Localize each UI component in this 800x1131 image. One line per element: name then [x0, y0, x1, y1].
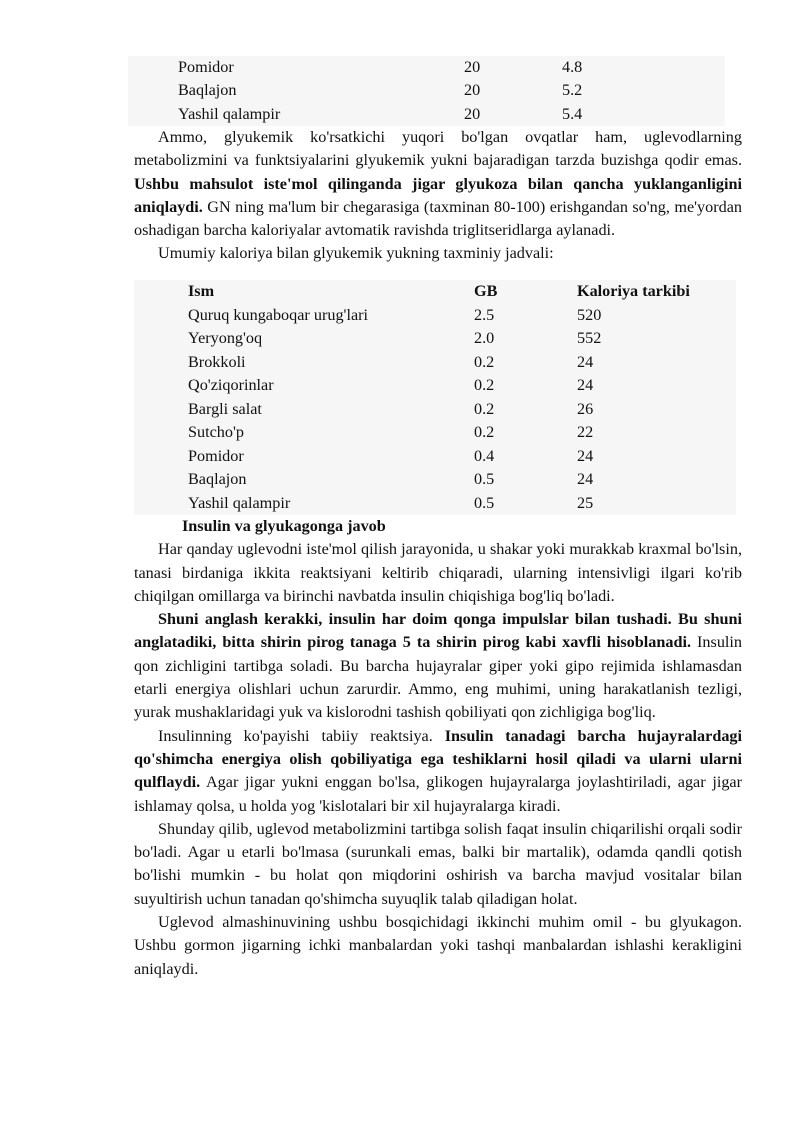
gb-cell: 2.0: [474, 329, 495, 347]
paragraph-insulin-reaction: [134, 725, 742, 818]
table-row: [134, 398, 736, 422]
gb-cell: 0.2: [474, 352, 495, 371]
paragraph-text: Insulinning ko'payishi tabiiy reaktsiya.: [158, 726, 445, 745]
calorie-cell: 26: [577, 399, 594, 418]
gi-table-continued: [128, 56, 725, 126]
paragraph-text: Ammo, glyukemik ko'rsatkichi yuqori bo'lgan ovqatlar ham, uglevodlarning metabolizmini va funktsiyalarini glyukemik yukni bajaradigan tarzda buzishga qodir emas.: [134, 128, 742, 170]
paragraph-glycemic-load: [134, 126, 742, 242]
table-header-row: [134, 280, 736, 304]
food-name-cell: Brokkoli: [188, 352, 246, 371]
paragraph-metabolism-regulation: Shunday qilib, uglevod metabolizmini tartibga solish faqat insulin chiqarilishi orqali sodir bo'ladi. Agar u etarli bo'lmasa (surunkali emas, balki bir martalik), odamda qandli qotish bo'lishi mumkin - bu holat qon miqdorini oshirish va barcha mavjud vositalar bilan suyultirish uchun tanadan qo'shimcha suyuqlik talab qiladigan holat.: [134, 819, 742, 908]
gb-cell: 0.2: [474, 376, 495, 394]
table-row: [128, 56, 725, 79]
gn-cell: 5.4: [562, 104, 583, 123]
calorie-cell: 22: [577, 423, 594, 441]
paragraph-insulin-impulses: [134, 608, 742, 724]
food-name-cell: Baqlajon: [188, 470, 247, 488]
gb-cell: 0.5: [474, 493, 495, 512]
bold-text: Ushbu mahsulot iste'mol qilinganda jigar glyukoza bilan qancha yuklanganligini aniqlaydi.: [134, 174, 742, 216]
food-name-cell: Bargli salat: [188, 399, 262, 418]
gn-cell: 5.2: [562, 81, 583, 100]
table-row: [134, 492, 736, 516]
food-name-cell: Yashil qalampir: [188, 493, 291, 512]
food-name-cell: Quruq kungaboqar urug'lari: [188, 305, 369, 324]
table-row: [134, 445, 736, 469]
gi-cell: 20: [464, 81, 481, 100]
column-header-calories: Kaloriya tarkibi: [577, 282, 690, 300]
bold-text: Insulin tanadagi barcha hujayralardagi qo'shimcha energiya olish qobiliyatiga ega teshiklarni hosil qiladi va ularni ularni qulflaydi.: [134, 726, 743, 792]
food-name-cell: Sutcho'p: [188, 423, 244, 441]
gb-cell: 0.5: [474, 470, 495, 488]
table-row: [128, 79, 725, 102]
food-name-cell: Yeryong'oq: [188, 329, 263, 347]
upper-text: [134, 126, 742, 266]
food-name-cell: Qo'ziqorinlar: [188, 376, 274, 394]
calorie-cell: 24: [577, 376, 594, 394]
gb-cell: 2.5: [474, 305, 495, 324]
table-row: [134, 421, 736, 445]
table-row: [134, 374, 736, 398]
table-row: [134, 468, 736, 492]
column-header-gb: GB: [474, 282, 498, 300]
calorie-gl-table: [134, 280, 736, 515]
calorie-cell: 25: [577, 493, 594, 512]
food-name-cell: Pomidor: [188, 446, 244, 465]
gb-cell: 0.2: [474, 423, 495, 441]
gi-cell: 20: [464, 104, 481, 123]
section-heading: Insulin va glyukagonga javob: [182, 517, 386, 535]
calorie-cell: 24: [577, 470, 594, 488]
table-intro: Umumiy kaloriya bilan glyukemik yukning taxminiy jadvali:: [158, 244, 554, 263]
calorie-cell: 552: [577, 329, 602, 347]
table-row: [134, 351, 736, 375]
calorie-cell: 24: [577, 446, 594, 465]
paragraph-text: Insulin qon zichligini tartibga soladi. Bu barcha hujayralar giper yoki gipo rejimida ishlamasdan etarli energiya olishlari uchun zarurdir. Ammo, eng muhimi, uning harakatlanish tezligi, yurak mushaklaridagi yuk va kislorodni tashish qobiliyati qon zichligiga bog'liq.: [134, 633, 743, 722]
gi-cell: 20: [464, 58, 481, 76]
paragraph-carb-reaction: Har qanday uglevodni iste'mol qilish jarayonida, u shakar yoki murakkab kraxmal bo'lsin, tanasi birdaniga ikkita reaktsiyani keltirib chiqaradi, ularning intensivligi ilgari ko'rib chiqilgan omillarga va birinchi navbatda insulin chiqishiga bog'liq bo'ladi.: [134, 540, 742, 605]
food-name-cell: Yashil qalampir: [178, 104, 281, 123]
bold-text: Shuni anglash kerakki, insulin har doim qonga impulslar bilan tushadi. Bu shuni anglatadiki, bitta shirin pirog tanaga 5 ta shirin pirog kabi xavfli hisoblanadi.: [134, 610, 742, 652]
table-row: [134, 304, 736, 328]
gb-cell: 0.4: [474, 446, 495, 465]
food-name-cell: Pomidor: [178, 58, 234, 76]
table-row: [134, 327, 736, 351]
paragraph-text: GN ning ma'lum bir chegarasiga (taxminan 80-100) erishgandan so'ng, me'yordan oshadigan barcha kaloriyalar avtomatik ravishda triglitseridlarga aylanadi.: [134, 197, 742, 240]
table-row: [128, 103, 725, 126]
food-name-cell: Baqlajon: [178, 81, 237, 100]
calorie-cell: 520: [577, 305, 602, 324]
column-header-name: Ism: [188, 282, 215, 300]
calorie-cell: 24: [577, 352, 594, 371]
lower-text: [134, 515, 742, 981]
gb-cell: 0.2: [474, 399, 495, 418]
paragraph-glucagon: Uglevod almashinuvining ushbu bosqichidagi ikkinchi muhim omil - bu glyukagon. Ushbu gormon jigarning ichki manbalardan yoki tashqi manbalardan ishlashi kerakligini aniqlaydi.: [134, 913, 742, 978]
gn-cell: 4.8: [562, 58, 583, 76]
paragraph-text: Agar jigar yukni enggan bo'lsa, glikogen hujayralarga joylashtiriladi, agar jigar ishlamay qolsa, u holda yog 'kislotalari bir xil hujayralarga kiradi.: [134, 773, 742, 815]
